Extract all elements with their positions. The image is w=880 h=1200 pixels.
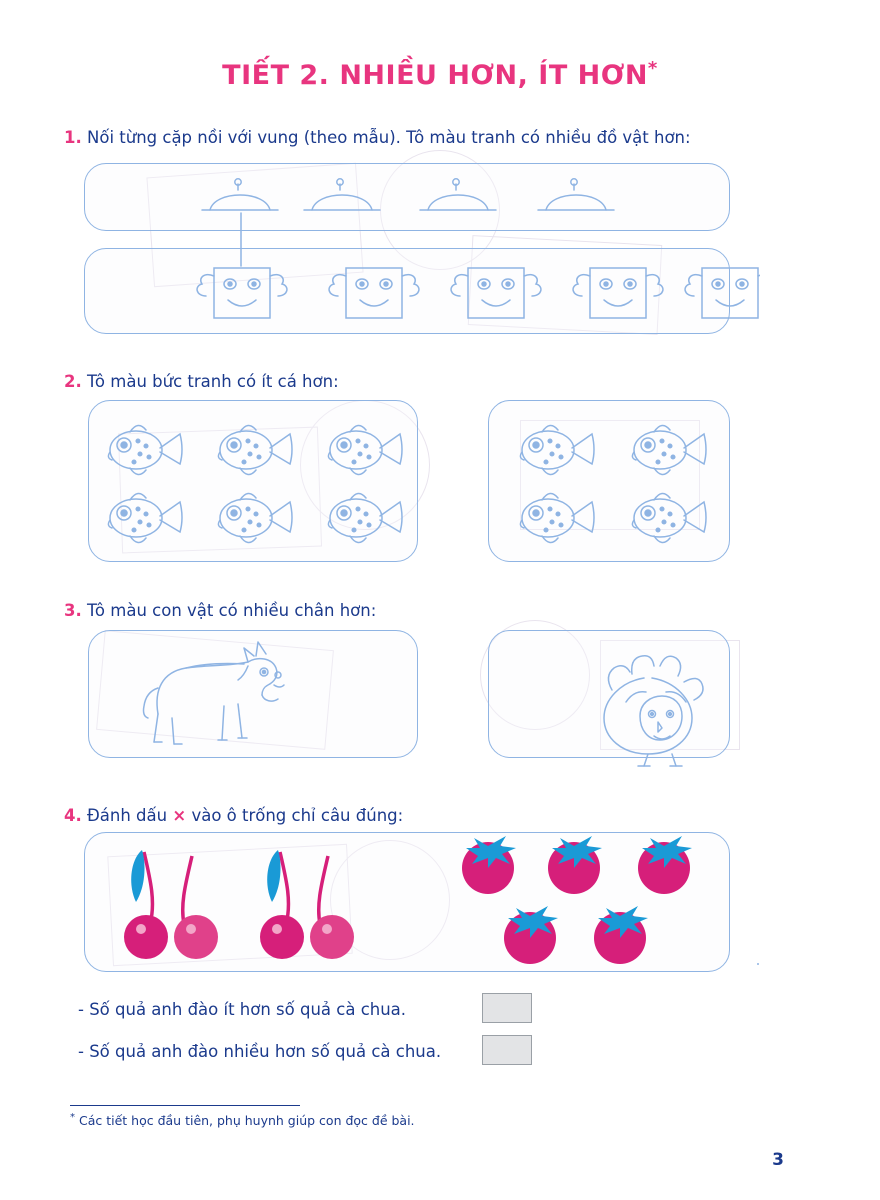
fish-icon bbox=[218, 425, 292, 474]
statement-2: - Số quả anh đào nhiều hơn số quả cà chua. bbox=[78, 1042, 442, 1061]
answer-checkbox-2[interactable] bbox=[482, 1035, 532, 1065]
turkey-icon bbox=[604, 656, 703, 766]
exercise-4-number: 4. bbox=[64, 806, 82, 825]
answer-checkbox-1[interactable] bbox=[482, 993, 532, 1023]
fish-icon bbox=[218, 493, 292, 542]
page-title bbox=[0, 58, 880, 91]
cherry-group-1 bbox=[124, 850, 218, 959]
exercise-1-text: Nối từng cặp nồi với vung (theo mẫu). Tô màu tranh có nhiều đồ vật hơn: bbox=[87, 128, 691, 147]
fish-icon bbox=[328, 425, 402, 474]
footnote-text: Các tiết học đầu tiên, phụ huynh giúp con đọc đề bài. bbox=[78, 1113, 415, 1129]
cherry-group-2 bbox=[260, 850, 354, 959]
exercise-4-mark: × bbox=[172, 806, 187, 825]
exercise-4-prompt bbox=[64, 806, 403, 825]
exercise-4-text-after: vào ô trống chỉ câu đúng: bbox=[191, 806, 404, 825]
horse-icon bbox=[144, 642, 285, 744]
lid-icon bbox=[538, 179, 614, 210]
lid-icon bbox=[420, 179, 496, 210]
fish-icon bbox=[632, 493, 706, 542]
fish-icon bbox=[520, 493, 594, 542]
exercise-3-prompt bbox=[64, 601, 376, 620]
fruit-illustration bbox=[84, 832, 744, 982]
tomato-icon bbox=[638, 836, 692, 894]
title-star: * bbox=[647, 58, 658, 79]
page-speck bbox=[757, 963, 759, 965]
lid-icon bbox=[304, 179, 380, 210]
statement-1: - Số quả anh đào ít hơn số quả cà chua. bbox=[78, 1000, 407, 1019]
fish-icon bbox=[108, 493, 182, 542]
tomato-icon bbox=[548, 836, 602, 894]
tomato-icon bbox=[594, 906, 648, 964]
fish-icon bbox=[108, 425, 182, 474]
fish-icon bbox=[520, 425, 594, 474]
page-title-text: TIẾT 2. NHIỀU HƠN, ÍT HƠN bbox=[222, 60, 648, 91]
footnote-star: * bbox=[70, 1112, 75, 1123]
footnote bbox=[70, 1112, 415, 1128]
exercise-3-number: 3. bbox=[64, 601, 82, 620]
fish-icon bbox=[328, 493, 402, 542]
fish-icon bbox=[632, 425, 706, 474]
exercise-1-prompt bbox=[64, 128, 691, 147]
lid-icon bbox=[202, 179, 278, 210]
exercise-2-number: 2. bbox=[64, 372, 82, 391]
pot-icon bbox=[573, 268, 663, 318]
exercise-3-text: Tô màu con vật có nhiều chân hơn: bbox=[87, 601, 377, 620]
lids-and-pots-illustration bbox=[80, 158, 760, 358]
pot-icon bbox=[451, 268, 541, 318]
pot-icon bbox=[197, 268, 287, 318]
tomato-icon bbox=[462, 836, 516, 894]
pot-icon bbox=[685, 268, 760, 318]
exercise-2-text: Tô màu bức tranh có ít cá hơn: bbox=[87, 372, 339, 391]
pot-icon bbox=[329, 268, 419, 318]
fish-illustration bbox=[88, 400, 768, 580]
exercise-2-prompt bbox=[64, 372, 339, 391]
exercise-1-number: 1. bbox=[64, 128, 82, 147]
tomato-icon bbox=[504, 906, 558, 964]
animals-illustration bbox=[88, 630, 768, 770]
footnote-rule bbox=[70, 1105, 300, 1106]
exercise-4-text-before: Đánh dấu bbox=[87, 806, 168, 825]
page-number: 3 bbox=[772, 1150, 784, 1170]
